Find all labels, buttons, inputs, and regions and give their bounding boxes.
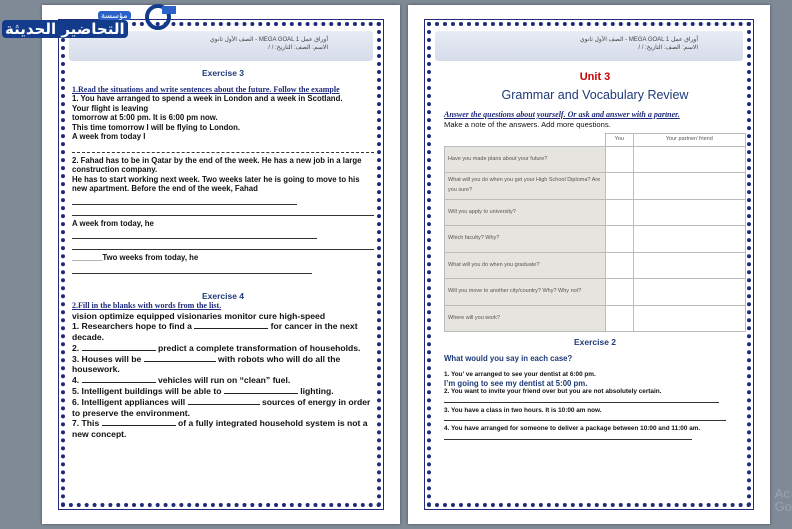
table-row [445,146,746,173]
exercise-3-title: Exercise 3 [201,68,245,78]
exercise-2-question: What would you say in each case? [444,353,573,363]
watermark-line: Go [774,499,792,514]
left-page [42,5,400,524]
answer-line [72,231,317,239]
item-text: 6. Intelligent appliances will [72,396,188,407]
ex4-item-2 [72,343,374,354]
exercise-2-body [444,371,746,440]
item-text: 7. This [72,418,102,429]
ex3-line: 2. Fahad has to be in Qatar by the end of the week. He has a new job in a large construction company. [72,155,362,174]
item-text: predict a complete transformation of households. [155,342,361,353]
answer-line [72,242,374,250]
ex4-item-5 [72,386,374,397]
item-text: for cancer in the next decade. [72,321,358,343]
answer-cell[interactable] [606,252,634,279]
ex3-line: He has to start working next week. Two weeks later he is going to move to his new apartment. Before the end of the week, Fahad [72,174,360,193]
answer-cell[interactable] [606,199,634,226]
table-row [445,226,746,253]
right-content [444,69,746,443]
answer-cell[interactable] [633,252,745,279]
table-row [445,252,746,279]
question-cell: Which faculty? Why? [445,226,606,253]
blank [188,397,260,405]
answer-cell[interactable] [606,279,634,306]
item-text: 2. [72,342,82,353]
watermark-line: Ac [774,486,790,501]
answer-cell[interactable] [606,226,634,253]
answer-cell[interactable] [606,305,634,332]
answer-cell[interactable] [606,146,634,173]
table-row [445,279,746,306]
questions-table [444,133,746,332]
item-text: of a fully integrated household system is not a new concept. [72,418,368,440]
answer-line [444,400,719,403]
ex2-line: 4. You have arranged for someone to deliver a package between 10:00 and 11:00 am. [444,425,701,432]
table-note: Make a note of the answers. Add more questions. [444,119,611,129]
answer-line [72,208,374,216]
ex3-line: A week from today I [72,132,146,141]
answer-line [444,418,726,421]
item-text: 1. Researchers hope to find a [72,321,195,332]
table-row [445,199,746,226]
ex3-line: This time tomorrow I will be flying to London. [72,122,241,132]
table-row [445,305,746,332]
question-cell: What will you do when you graduate? [445,252,606,279]
logo-text-small: مؤسسة [98,11,131,20]
question-cell: Have you made plans about your future? [445,146,606,173]
table-row [445,173,746,200]
unit-label: Unit 3 [579,71,611,83]
answer-cell[interactable] [633,199,745,226]
activation-watermark [775,487,792,513]
blank [102,418,176,426]
header-line-1: أوراق عمل MEGA GOAL 1 - الصف الأول ثانوي [209,37,328,43]
ex4-item-7 [72,418,374,440]
header-line-1: أوراق عمل MEGA GOAL 1 - الصف الأول ثانوي [579,37,698,43]
logo-text-main: التحاضير الحديثة [2,20,128,38]
item-text: 3. Houses will be [72,353,144,364]
ex4-item-4 [72,375,374,386]
item-text: lighting. [297,386,334,397]
answer-cell[interactable] [633,173,745,200]
blank [224,386,298,394]
review-title: Grammar and Vocabulary Review [501,87,689,102]
ex2-line: 2. You want to invite your friend over but you are not absolutely certain. [444,388,662,395]
ex2-line: 3. You have a class in two hours. It is 10:00 am now. [444,406,602,414]
answer-cell[interactable] [606,173,634,200]
site-logo [0,0,180,42]
ex3-line: A week from today, he [72,218,154,228]
exercise-4-instruction: 2.Fill in the blanks with words from the list. [72,301,222,310]
blank [194,321,268,329]
table-corner [445,134,606,147]
col-header-you: You [606,134,634,147]
item-text: 4. [72,375,82,386]
table-instruction: Answer the questions about yourself. Or ask and answer with a partner. [444,110,680,119]
logo-emblem-icon [140,2,180,32]
item-text: 5. Intelligent buildings will be able to [72,386,224,397]
exercise-4-title: Exercise 4 [201,290,245,301]
item-text: sources of energy in order to preserve the environment. [72,396,371,418]
exercise-4-body [72,311,374,441]
ex3-line: Your flight is leaving [72,103,149,113]
answer-line [72,145,374,153]
blank [144,354,216,362]
answer-cell[interactable] [633,279,745,306]
answer-line [444,437,692,440]
ex2-example-answer: I’m going to see my dentist at 5:00 pm. [444,378,588,388]
ex3-line: _______Two weeks from today, he [72,253,199,262]
answer-line [72,197,297,205]
answer-cell[interactable] [633,305,745,332]
question-cell: Will you move to another city/country? Why? Why not? [445,279,606,306]
ex4-item-1 [72,321,374,343]
blank [82,343,156,351]
exercise-2-title: Exercise 2 [573,337,617,347]
ex4-item-3 [72,354,374,376]
header-line-2: الاسم: الصف: التاريخ: / / [268,45,328,51]
ex3-line: tomorrow at 5:00 pm. It is 6:00 pm now. [72,113,218,122]
word-list: vision optimize equipped visionaries monitor cure high-speed [72,310,326,321]
exercise-3-instruction: 1.Read the situations and write sentences about the future. Follow the example [72,84,340,94]
question-cell: What will you do when you get your High School Diploma? Are you sure? [445,173,606,200]
page-header [435,31,743,61]
left-content [72,69,374,440]
item-text: with robots who will do all the housework. [72,353,341,375]
ex2-line: 1. You’ ve arranged to see your dentist at 6:00 pm. [444,371,596,378]
right-page [408,5,770,524]
col-header-partner: Your partner/ friend [633,134,745,147]
ex4-item-6 [72,397,374,419]
ex3-line: 1. You have arranged to spend a week in London and a week in Scotland. [72,94,343,103]
question-cell: Where will you work? [445,305,606,332]
header-line-2: الاسم: الصف: التاريخ: / / [638,45,698,51]
answer-line [72,266,312,274]
answer-cell[interactable] [633,226,745,253]
question-cell: Will you apply to university? [445,199,606,226]
blank [82,375,156,383]
item-text: vehicles will run on “clean” fuel. [155,375,291,386]
answer-cell[interactable] [633,146,745,173]
